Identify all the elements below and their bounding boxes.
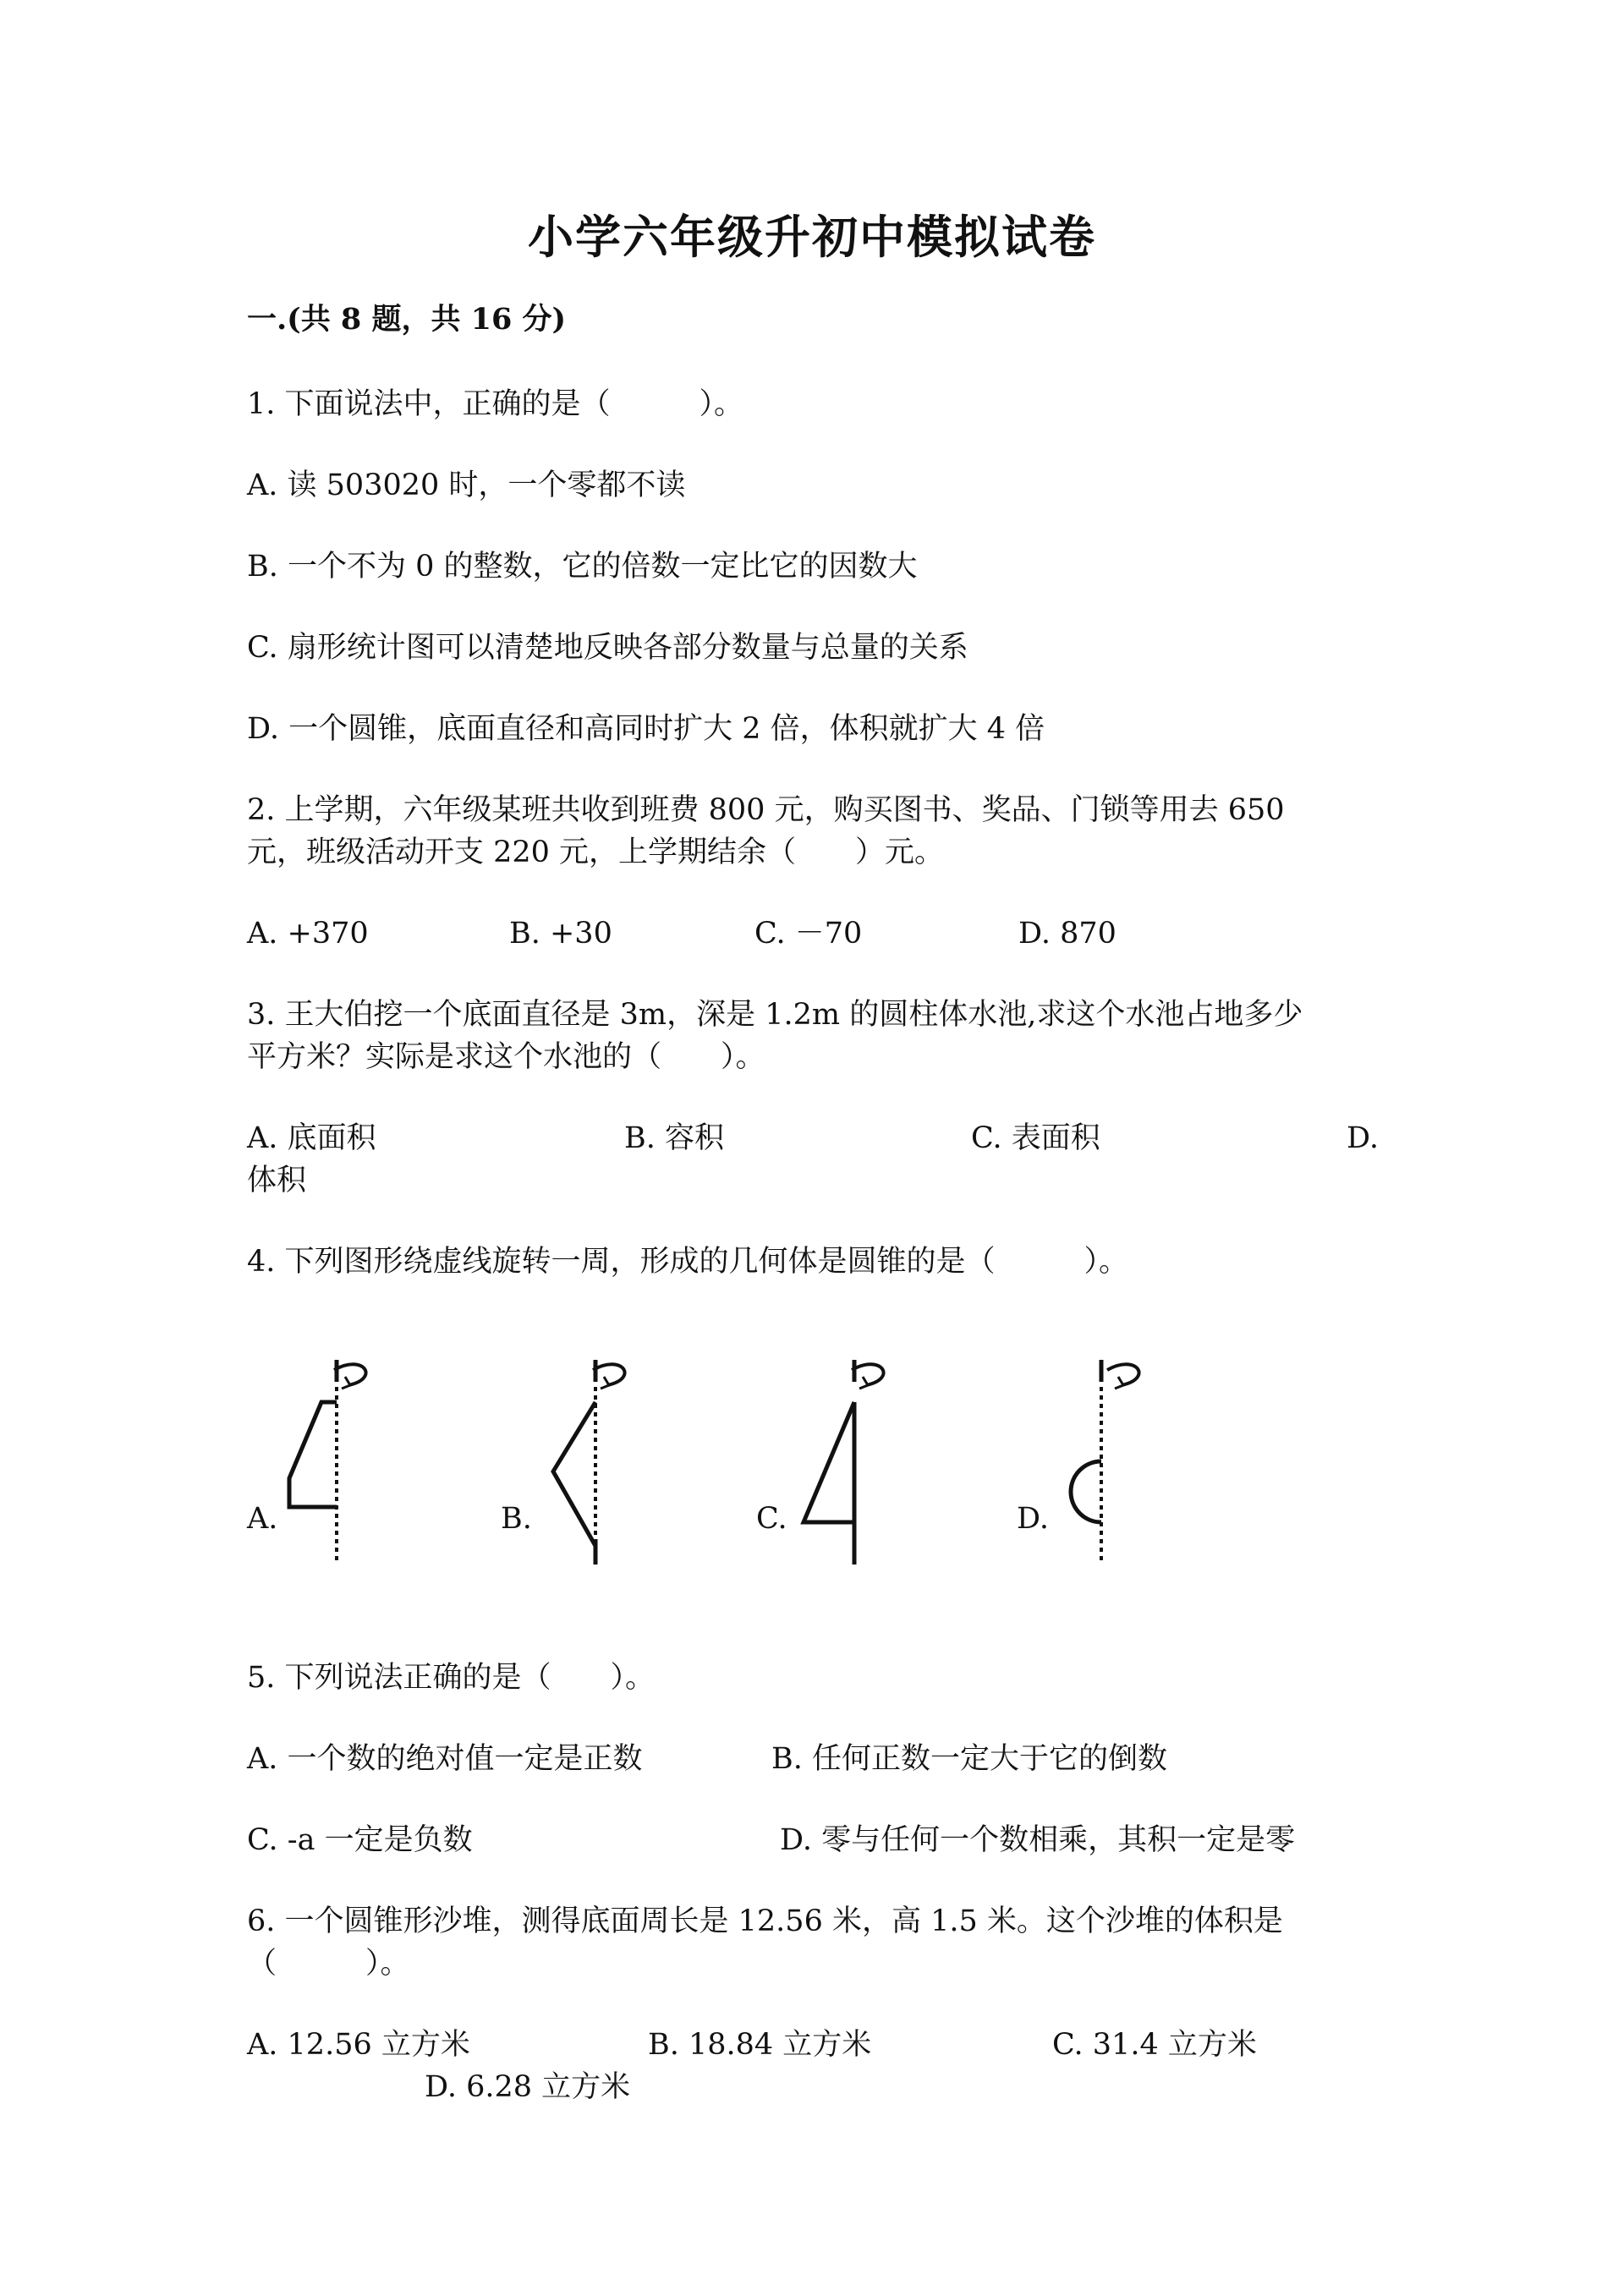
question-5-option-d[interactable]: D. 零与任何一个数相乘，其积一定是零 <box>780 1823 1296 1857</box>
question-3-option-b[interactable]: B. 容积 <box>624 1121 724 1155</box>
question-1-stem: 1. 下面说法中，正确的是（ ）。 <box>247 387 744 421</box>
figure-c-right-triangle-rotation[interactable] <box>797 1353 915 1573</box>
page-title: 小学六年级升初中模拟试卷 <box>528 210 1096 264</box>
question-4-stem: 4. 下列图形绕虚线旋转一周，形成的几何体是圆锥的是（ ）。 <box>247 1245 1129 1279</box>
question-5-option-b[interactable]: B. 任何正数一定大于它的倒数 <box>771 1742 1167 1776</box>
question-6-option-b[interactable]: B. 18.84 立方米 <box>648 2028 872 2062</box>
figure-b-triangle-rotation[interactable] <box>538 1353 656 1573</box>
figure-a-trapezoid-rotation[interactable] <box>279 1353 398 1573</box>
question-3-option-a[interactable]: A. 底面积 <box>247 1121 376 1155</box>
question-4-option-a[interactable]: A. <box>247 1502 278 1536</box>
question-2-stem-line-1: 2. 上学期，六年级某班共收到班费 800 元，购买图书、奖品、门锁等用去 650 <box>247 793 1285 827</box>
question-1-option-a[interactable]: A. 读 503020 时，一个零都不读 <box>247 469 686 502</box>
question-1-option-c[interactable]: C. 扇形统计图可以清楚地反映各部分数量与总量的关系 <box>247 631 968 665</box>
question-4-option-d[interactable]: D. <box>1017 1502 1049 1536</box>
question-2-option-d[interactable]: D. 870 <box>1018 917 1116 951</box>
question-2-option-c[interactable]: C. －70 <box>754 917 863 951</box>
figure-d-semicircle-rotation[interactable] <box>1052 1353 1171 1573</box>
question-6-option-c[interactable]: C. 31.4 立方米 <box>1052 2028 1257 2062</box>
question-5-stem: 5. 下列说法正确的是（ ）。 <box>247 1661 656 1695</box>
question-4-option-c[interactable]: C. <box>756 1502 787 1536</box>
question-2-stem-line-2: 元，班级活动开支 220 元，上学期结余（ ）元。 <box>247 836 945 869</box>
question-1-option-b[interactable]: B. 一个不为 0 的整数，它的倍数一定比它的因数大 <box>247 550 918 584</box>
question-5-option-c[interactable]: C. -a 一定是负数 <box>247 1823 473 1857</box>
question-6-option-a[interactable]: A. 12.56 立方米 <box>247 2028 470 2062</box>
question-3-option-d[interactable]: D. <box>1347 1121 1379 1155</box>
question-2-option-a[interactable]: A. +370 <box>247 917 369 951</box>
question-1-option-d[interactable]: D. 一个圆锥，底面直径和高同时扩大 2 倍，体积就扩大 4 倍 <box>247 712 1045 746</box>
question-3-option-c[interactable]: C. 表面积 <box>971 1121 1100 1155</box>
question-6-stem-line-1: 6. 一个圆锥形沙堆，测得底面周长是 12.56 米，高 1.5 米。这个沙堆的体积是 <box>247 1904 1283 1938</box>
question-5-option-a[interactable]: A. 一个数的绝对值一定是正数 <box>247 1742 643 1776</box>
question-6-stem-line-2: （ ）。 <box>247 1947 410 1981</box>
question-3-stem-line-1: 3. 王大伯挖一个底面直径是 3m，深是 1.2m 的圆柱体水池,求这个水池占地多少 <box>247 998 1303 1032</box>
question-6-option-d[interactable]: D. 6.28 立方米 <box>425 2070 631 2104</box>
question-3-option-d-text[interactable]: 体积 <box>247 1164 307 1197</box>
section-heading: 一.(共 8 题，共 16 分) <box>247 302 567 337</box>
question-3-stem-line-2: 平方米？实际是求这个水池的（ ）。 <box>247 1040 765 1074</box>
question-4-option-b[interactable]: B. <box>501 1502 532 1536</box>
question-2-option-b[interactable]: B. +30 <box>509 917 612 951</box>
